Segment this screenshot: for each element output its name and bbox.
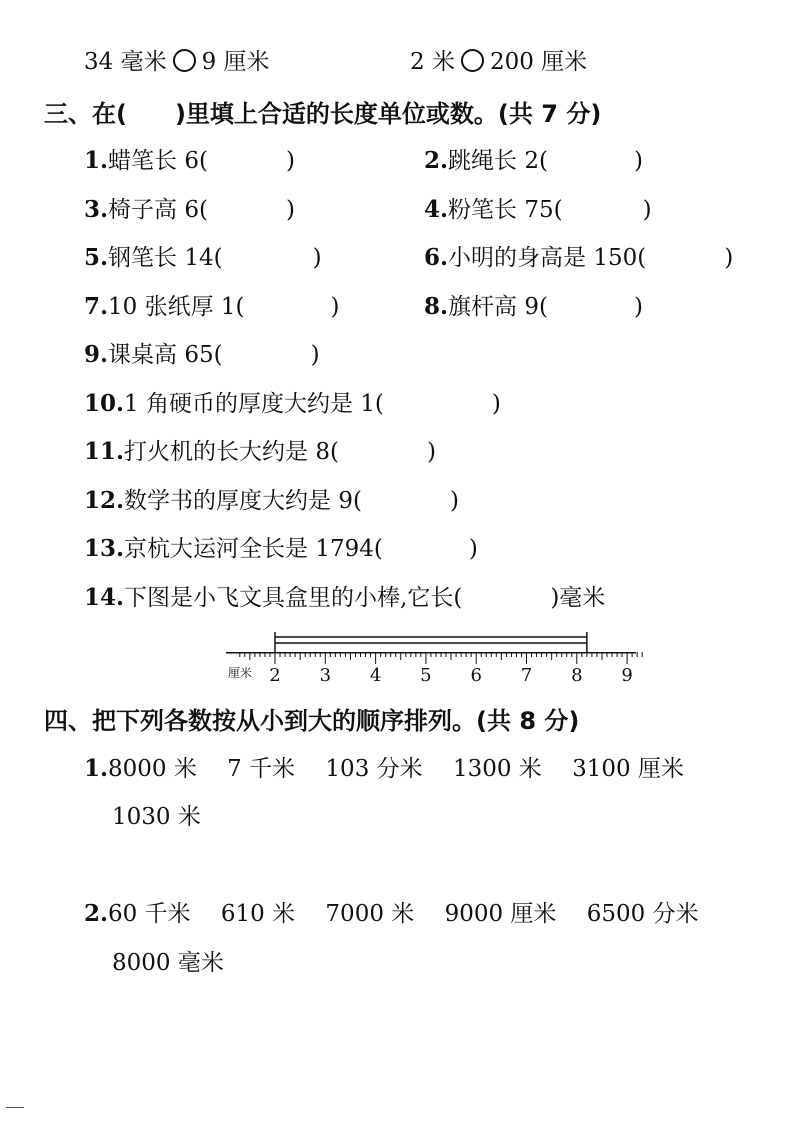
item-text: 数学书的厚度大约是 9( — [124, 488, 362, 514]
ruler-label: 2 — [269, 665, 281, 686]
compare-row-right — [410, 47, 587, 77]
ruler-unit: 厘米 — [228, 666, 253, 680]
ruler-label: 7 — [520, 665, 533, 686]
item-14 — [84, 583, 605, 613]
item-text: 课桌高 65( — [108, 342, 223, 368]
item-13 — [84, 534, 478, 564]
item-number: 3. — [84, 196, 109, 223]
close-paren: ) — [642, 197, 652, 223]
q1-number: 1. — [84, 755, 109, 782]
item-4 — [424, 195, 652, 225]
item-number: 2. — [424, 147, 449, 174]
close-paren: ) — [426, 439, 436, 465]
q1-values: 8000 米 7 千米 103 分米 1300 米 3100 厘米 — [108, 756, 684, 782]
section4-title: 四、把下列各数按从小到大的顺序排列。(共 8 分) — [44, 707, 580, 735]
close-paren: ) — [449, 488, 459, 514]
item-number: 6. — [424, 244, 449, 271]
item-text: 下图是小飞文具盒里的小棒,它长( — [124, 585, 463, 611]
item-7 — [84, 292, 340, 322]
item-11 — [84, 437, 436, 467]
item-number: 1. — [84, 147, 109, 174]
item-6 — [424, 243, 733, 273]
item-text: 跳绳长 2( — [448, 148, 548, 174]
compare-right-b: 200 厘米 — [489, 49, 588, 75]
close-paren: ) — [330, 294, 340, 320]
ruler-label: 4 — [369, 665, 382, 686]
ruler-label: 8 — [571, 665, 583, 686]
q2-line2: 8000 毫米 — [112, 950, 224, 976]
item-1 — [84, 146, 295, 176]
compare-row — [84, 47, 270, 77]
ruler-label: 3 — [319, 665, 332, 686]
q2-values: 60 千米 610 米 7000 米 9000 厘米 6500 分米 — [108, 901, 699, 927]
close-paren: ) — [310, 342, 320, 368]
measured-stick — [275, 632, 587, 652]
item-10 — [84, 389, 501, 419]
item-text: 钢笔长 14( — [108, 245, 223, 271]
ruler — [226, 630, 646, 686]
ruler-ticks — [240, 652, 646, 664]
item-number: 9. — [84, 341, 109, 368]
item-number: 8. — [424, 293, 449, 320]
compare-circle-right[interactable] — [461, 49, 484, 72]
close-paren: ) — [468, 536, 478, 562]
item-number: 10. — [84, 390, 125, 417]
compare-right-a: 2 米 — [410, 49, 455, 75]
item-text: 粉笔长 75( — [448, 197, 563, 223]
ruler-labels — [269, 665, 633, 686]
compare-left-b: 9 厘米 — [201, 49, 270, 75]
q2-line1 — [84, 899, 699, 929]
section3-title: 三、在( )里填上合适的长度单位或数。(共 7 分) — [44, 100, 602, 128]
compare-circle-left[interactable] — [173, 49, 196, 72]
ruler-label: 5 — [420, 665, 432, 686]
item-number: 4. — [424, 196, 449, 223]
item-text: 1 角硬币的厚度大约是 1( — [124, 391, 384, 417]
q1-line2: 1030 米 — [112, 804, 201, 830]
item-12 — [84, 486, 459, 516]
item-5 — [84, 243, 322, 273]
item-2 — [424, 146, 643, 176]
item-3 — [84, 195, 295, 225]
q2-number: 2. — [84, 900, 109, 927]
item-text: 10 张纸厚 1( — [108, 294, 245, 320]
item-number: 7. — [84, 293, 109, 320]
item-tail: )毫米 — [550, 585, 606, 611]
item-number: 13. — [84, 535, 125, 562]
compare-left-a: 34 毫米 — [84, 49, 167, 75]
item-text: 京杭大运河全长是 1794( — [124, 536, 383, 562]
item-number: 5. — [84, 244, 109, 271]
close-paren: ) — [724, 245, 734, 271]
close-paren: ) — [633, 294, 643, 320]
item-text: 蜡笔长 6( — [108, 148, 208, 174]
close-paren: ) — [633, 148, 643, 174]
item-number: 12. — [84, 487, 125, 514]
item-number: 11. — [84, 438, 125, 465]
item-9 — [84, 340, 320, 370]
item-text: 旗杆高 9( — [448, 294, 548, 320]
item-text: 小明的身高是 150( — [448, 245, 647, 271]
close-paren: ) — [312, 245, 322, 271]
item-8 — [424, 292, 643, 322]
q1-line1 — [84, 754, 684, 784]
item-number: 14. — [84, 584, 125, 611]
item-text: 椅子高 6( — [108, 197, 208, 223]
item-text: 打火机的长大约是 8( — [124, 439, 339, 465]
close-paren: ) — [285, 148, 295, 174]
ruler-label: 6 — [470, 665, 482, 686]
ruler-label: 9 — [621, 665, 633, 686]
close-paren: ) — [491, 391, 501, 417]
close-paren: ) — [285, 197, 295, 223]
corner-mark — [6, 1107, 24, 1108]
